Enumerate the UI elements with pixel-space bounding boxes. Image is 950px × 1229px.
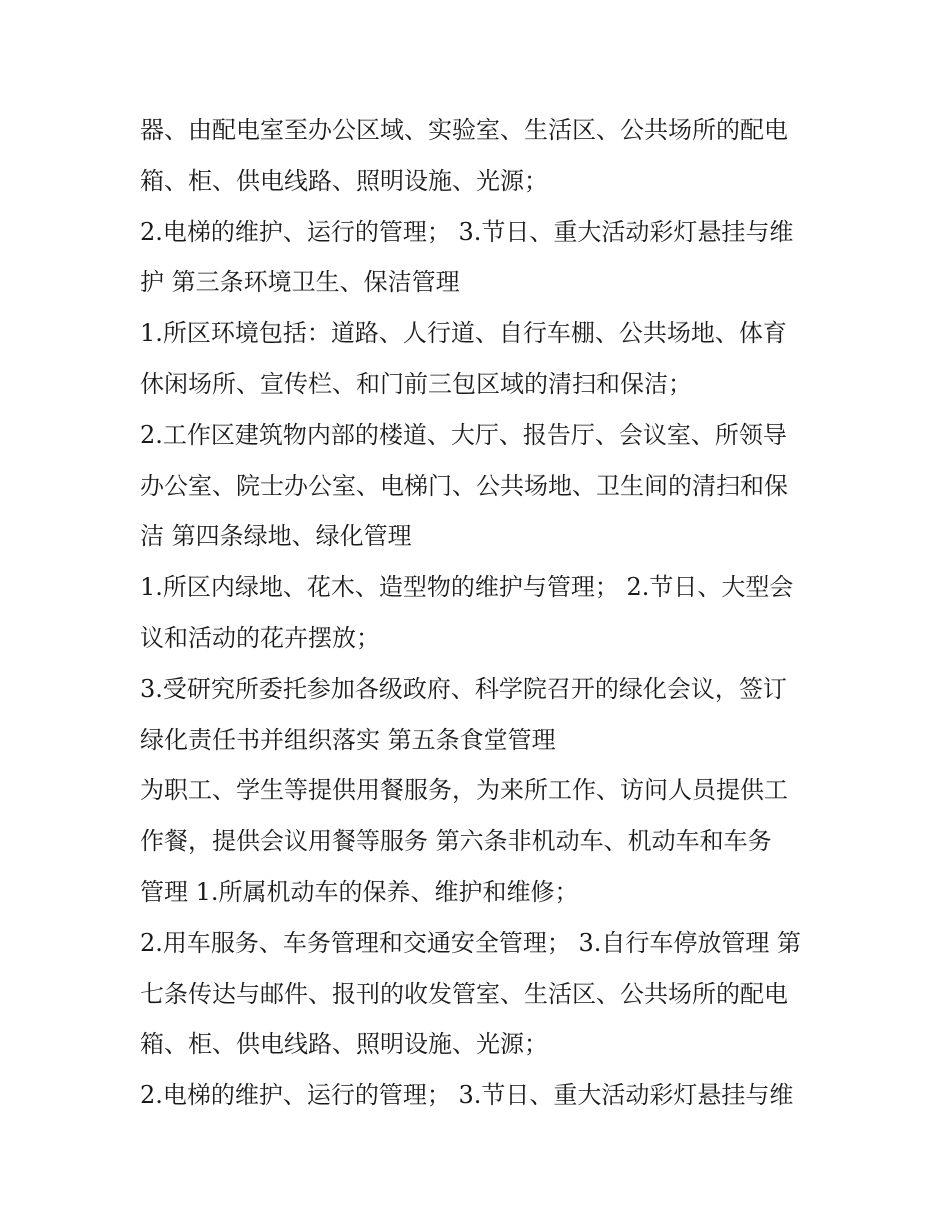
text-line-5: 1.所区环境包括：道路、人行道、自行车棚、公共场地、体育 (140, 319, 787, 348)
text-line-15: 作餐，提供会议用餐等服务 第六条非机动车、机动车和车务 (140, 827, 772, 856)
text-line-2: 箱、柜、供电线路、照明设施、光源； (140, 166, 548, 195)
text-line-13: 绿化责任书并组织落实 第五条食堂管理 (140, 725, 556, 754)
document-body (140, 105, 830, 1121)
text-line-18: 七条传达与邮件、报刊的收发管室、生活区、公共场所的配电 (140, 979, 788, 1008)
text-line-11: 议和活动的花卉摆放； (140, 623, 380, 652)
text-line-17: 2.用车服务、车务管理和交通安全管理； 3.自行车停放管理 第 (140, 928, 802, 957)
text-line-4: 护 第三条环境卫生、保洁管理 (140, 268, 460, 297)
text-line-8: 办公室、院士办公室、电梯门、公共场地、卫生间的清扫和保 (140, 471, 788, 500)
text-line-6: 休闲场所、宣传栏、和门前三包区域的清扫和保洁； (140, 369, 692, 398)
text-line-19: 箱、柜、供电线路、照明设施、光源； (140, 1030, 548, 1059)
text-line-12: 3.受研究所委托参加各级政府、科学院召开的绿化会议，签订 (140, 674, 787, 703)
text-line-1: 器、由配电室至办公区域、实验室、生活区、公共场所的配电 (140, 116, 788, 144)
text-line-9: 洁 第四条绿地、绿化管理 (140, 522, 412, 551)
text-line-16: 管理 1.所属机动车的保养、维护和维修； (140, 877, 579, 906)
text-line-20: 2.电梯的维护、运行的管理； 3.节日、重大活动彩灯悬挂与维 (140, 1081, 794, 1110)
text-line-7: 2.工作区建筑物内部的楼道、大厅、报告厅、会议室、所领导 (140, 420, 787, 449)
text-line-14: 为职工、学生等提供用餐服务，为来所工作、访问人员提供工 (140, 776, 788, 805)
text-line-3: 2.电梯的维护、运行的管理； 3.节日、重大活动彩灯悬挂与维 (140, 217, 794, 246)
text-line-10: 1.所区内绿地、花木、造型物的维护与管理； 2.节日、大型会 (140, 573, 794, 602)
